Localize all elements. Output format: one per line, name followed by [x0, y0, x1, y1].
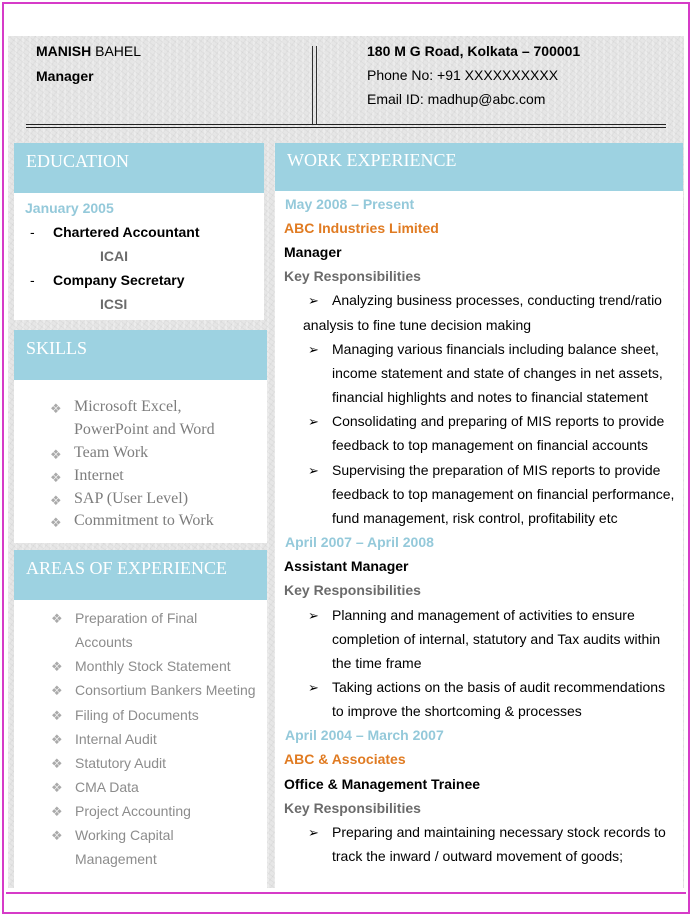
header-divider — [316, 46, 317, 124]
responsibility-line: fund management, risk control, profitability etc — [332, 510, 618, 526]
education-date: January 2005 — [25, 200, 114, 216]
diamond-bullet-icon: ❖ — [50, 493, 62, 508]
responsibility-line: analysis to fine tune decision making — [303, 317, 532, 333]
diamond-bullet-icon: ❖ — [50, 401, 62, 416]
area-item: Management — [75, 851, 157, 867]
education-bullet: - — [30, 224, 35, 240]
area-item: Internal Audit — [75, 731, 157, 747]
area-item: Filing of Documents — [75, 707, 199, 723]
header-rule — [26, 127, 666, 128]
name-first: MANISH — [36, 43, 92, 59]
diamond-bullet-icon: ❖ — [51, 683, 63, 698]
responsibility-line: to improve the shortcoming & processes — [332, 703, 582, 719]
responsibility-line: financial highlights and notes to financial statement — [332, 389, 648, 405]
skill-item: Internet — [74, 467, 124, 484]
bottom-border — [6, 892, 686, 894]
diamond-bullet-icon: ❖ — [51, 732, 63, 747]
responsibilities-label: Key Responsibilities — [284, 582, 421, 598]
responsibility-line: Analyzing business processes, conducting trend/ratio — [332, 292, 662, 308]
company-name: ABC & Associates — [284, 751, 406, 767]
job-role: Assistant Manager — [284, 558, 409, 574]
institute: ICAI — [100, 248, 128, 264]
arrow-bullet-icon: ➢ — [308, 825, 319, 840]
responsibility-line: Supervising the preparation of MIS reports to provide — [332, 462, 661, 478]
education-heading: EDUCATION — [14, 143, 264, 193]
skill-item: Microsoft Excel, — [74, 398, 182, 415]
name-last: BAHEL — [95, 43, 142, 59]
arrow-bullet-icon: ➢ — [308, 293, 319, 308]
skill-item: Commitment to Work — [74, 512, 214, 529]
diamond-bullet-icon: ❖ — [51, 708, 63, 723]
arrow-bullet-icon: ➢ — [308, 608, 319, 623]
responsibility-line: feedback to top management on financial performance, — [332, 486, 675, 502]
area-item: Preparation of Final — [75, 610, 198, 626]
diamond-bullet-icon: ❖ — [51, 756, 63, 771]
responsibility-line: completion of internal, statutory and Tax audits within — [332, 631, 661, 647]
job-date: April 2004 – March 2007 — [285, 727, 444, 743]
diamond-bullet-icon: ❖ — [51, 828, 63, 843]
diamond-bullet-icon: ❖ — [50, 447, 62, 462]
diamond-bullet-icon: ❖ — [50, 515, 62, 530]
diamond-bullet-icon: ❖ — [51, 659, 63, 674]
arrow-bullet-icon: ➢ — [308, 414, 319, 429]
skill-item: SAP (User Level) — [74, 490, 189, 507]
degree: Chartered Accountant — [53, 224, 200, 240]
area-item: Statutory Audit — [75, 755, 167, 771]
header-divider — [312, 46, 313, 124]
responsibilities-label: Key Responsibilities — [284, 800, 421, 816]
candidate-name — [36, 43, 141, 59]
responsibilities-label: Key Responsibilities — [284, 268, 421, 284]
skills-heading: SKILLS — [14, 330, 267, 380]
responsibility-line: Preparing and maintaining necessary stock records to — [332, 824, 666, 840]
company-name: ABC Industries Limited — [284, 220, 439, 236]
skill-item: PowerPoint and Word — [74, 421, 215, 438]
area-item: Accounts — [75, 634, 133, 650]
header-rule — [26, 124, 666, 125]
responsibility-line: Consolidating and preparing of MIS reports to provide — [332, 413, 665, 429]
job-role: Office & Management Trainee — [284, 776, 481, 792]
institute: ICSI — [100, 296, 128, 312]
arrow-bullet-icon: ➢ — [308, 680, 319, 695]
candidate-title: Manager — [36, 68, 94, 84]
diamond-bullet-icon: ❖ — [51, 611, 63, 626]
education-bullet: - — [30, 272, 35, 288]
skill-item: Team Work — [74, 444, 149, 461]
areas-heading: AREAS OF EXPERIENCE — [14, 550, 267, 600]
area-item: CMA Data — [75, 779, 139, 795]
phone: Phone No: +91 XXXXXXXXXX — [367, 67, 559, 83]
responsibility-line: Managing various financials including balance sheet, — [332, 341, 659, 357]
responsibility-line: feedback to top management on financial accounts — [332, 437, 648, 453]
diamond-bullet-icon: ❖ — [51, 780, 63, 795]
work-heading: WORK EXPERIENCE — [275, 143, 683, 191]
job-role: Manager — [284, 244, 342, 260]
arrow-bullet-icon: ➢ — [308, 463, 319, 478]
arrow-bullet-icon: ➢ — [308, 342, 319, 357]
job-date: May 2008 – Present — [285, 196, 415, 212]
responsibility-line: income statement and state of changes in net assets, — [332, 365, 663, 381]
area-item: Monthly Stock Statement — [75, 658, 231, 674]
responsibility-line: track the inward / outward movement of goods; — [332, 848, 624, 864]
responsibility-line: Taking actions on the basis of audit recommendations — [332, 679, 666, 695]
address: 180 M G Road, Kolkata – 700001 — [367, 43, 581, 59]
job-date: April 2007 – April 2008 — [285, 534, 434, 550]
diamond-bullet-icon: ❖ — [50, 470, 62, 485]
degree: Company Secretary — [53, 272, 185, 288]
responsibility-line: the time frame — [332, 655, 422, 671]
responsibility-line: Planning and management of activities to ensure — [332, 607, 635, 623]
diamond-bullet-icon: ❖ — [51, 804, 63, 819]
area-item: Working Capital — [75, 827, 174, 843]
area-item: Project Accounting — [75, 803, 191, 819]
area-item: Consortium Bankers Meeting — [75, 682, 256, 698]
email: Email ID: madhup@abc.com — [367, 91, 546, 107]
